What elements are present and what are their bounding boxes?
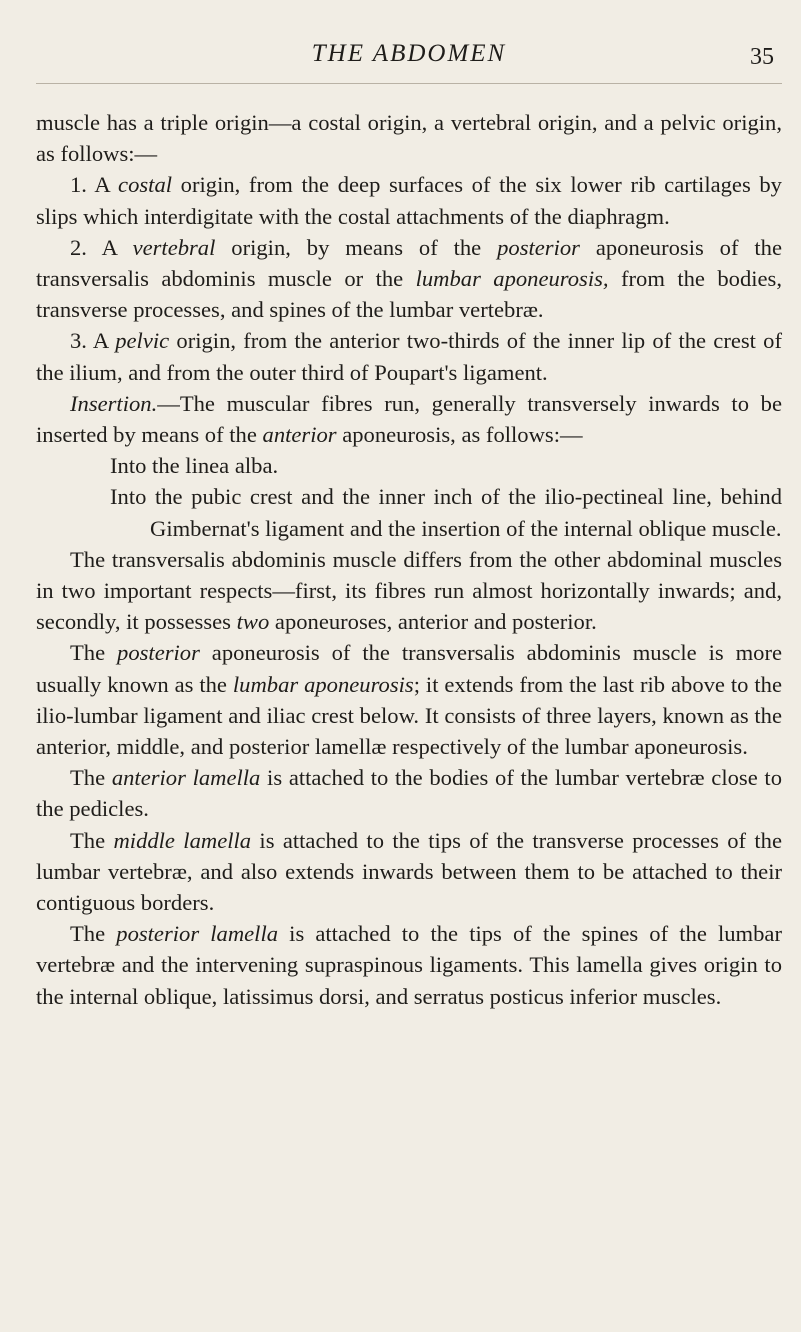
middle-lamella-term: middle lamella — [113, 827, 252, 853]
anterior-lamella-term: anterior lamella — [111, 765, 261, 791]
pelvic-prefix: 3. A — [70, 328, 116, 354]
paragraph-posterior-aponeurosis — [36, 637, 782, 762]
insertion-middle-1: —The muscular fibres run, generally transversely inwards to be inserted by means of the — [36, 390, 782, 448]
vertebral-lumbar-aponeurosis-term: lumbar aponeurosis, — [415, 266, 609, 292]
page-content — [36, 107, 782, 1012]
posterior-lamella-text-1: The — [70, 921, 117, 947]
vertebral-posterior-term: posterior — [497, 234, 580, 260]
paragraph-insertion — [36, 388, 782, 450]
paragraph-posterior-lamella — [36, 918, 782, 1012]
vertebral-middle-2: aponeurosis of the transversalis abdominis muscle or the — [36, 234, 782, 292]
differs-text-2: aponeuroses, anterior and posterior. — [269, 609, 597, 635]
vertebral-rest: from the bodies, transverse processes, and spines of the lumbar vertebræ. — [36, 266, 782, 323]
posterior-lamella-text-2: is attached to the tips of the spines of the lumbar vertebræ and the intervening supraspinous ligaments. This lamella gives origin to the internal oblique, latissimus dorsi, and serratus posticus inferior muscles. — [36, 921, 782, 1009]
pelvic-term: pelvic — [115, 328, 170, 354]
middle-lamella-text-2: is attached to the tips of the transverse processes of the lumbar vertebræ, and also extends inwards between them to be attached to their contiguous borders. — [36, 827, 782, 916]
vertebral-prefix: 2. A — [70, 234, 133, 260]
paragraph-pelvic-origin — [36, 325, 782, 387]
paragraph-vertebral-origin — [36, 232, 782, 326]
pelvic-rest: origin, from the anterior two-thirds of the inner lip of the crest of the ilium, and from the outer third of Poupart's ligament. — [36, 328, 782, 385]
vertebral-term: vertebral — [132, 234, 216, 260]
costal-term: costal — [118, 172, 173, 198]
costal-rest: origin, from the deep surfaces of the six lower rib cartilages by slips which interdigitate with the costal attachments of the diaphragm. — [36, 172, 782, 229]
book-page — [36, 34, 782, 1314]
posterior-aponeurosis-text-1: The — [70, 640, 118, 666]
costal-prefix: 1. A — [70, 172, 119, 198]
paragraph-middle-lamella — [36, 825, 782, 919]
differs-text-1: The transversalis abdominis muscle differs from the other abdominal muscles in two important respects—first, its fibres run almost horizontally inwards; and, secondly, it possesses — [36, 546, 782, 635]
running-head: THE ABDOMEN — [311, 40, 507, 67]
posterior-aponeurosis-text-2: aponeurosis of the transversalis abdominis muscle is more usually known as the — [36, 640, 782, 697]
posterior-aponeurosis-text-3: ; it extends from the last rib above to the ilio-lumbar ligament and iliac crest below. It consists of three layers, known as the anterior, middle, and posterior lamellæ respectively of the lumbar aponeurosis. — [36, 671, 782, 760]
insertion-item: Into the pubic crest and the inner inch of the ilio-pectineal line, behind Gimbernat's ligament and the insertion of the internal oblique muscle. — [110, 484, 782, 541]
middle-lamella-text-1: The — [70, 827, 114, 853]
posterior-aponeurosis-term: posterior — [117, 640, 200, 666]
lumbar-aponeurosis-term: lumbar aponeurosis — [232, 671, 414, 697]
insertion-rest: aponeurosis, as follows:— — [336, 422, 583, 448]
differs-two-term: two — [236, 609, 270, 635]
paragraph-intro: muscle has a triple origin—a costal origin, a vertebral origin, and a pelvic origin, as follows:— — [36, 110, 782, 167]
insertion-item: Into the linea alba. — [110, 453, 279, 479]
insertion-label: Insertion. — [70, 390, 158, 416]
page-number: 35 — [750, 44, 774, 70]
insertion-anterior-term: anterior — [262, 422, 337, 448]
posterior-lamella-term: posterior lamella — [116, 921, 279, 947]
header-rule — [36, 83, 782, 84]
anterior-lamella-text-1: The — [70, 765, 112, 791]
anterior-lamella-text-2: is attached to the bodies of the lumbar vertebræ close to the pedicles. — [36, 765, 782, 822]
page-header — [36, 34, 782, 94]
paragraph-anterior-lamella — [36, 762, 782, 824]
paragraph-costal-origin — [36, 169, 782, 231]
vertebral-middle-1: origin, by means of the — [215, 234, 498, 260]
paragraph-muscle-differences — [36, 544, 782, 638]
